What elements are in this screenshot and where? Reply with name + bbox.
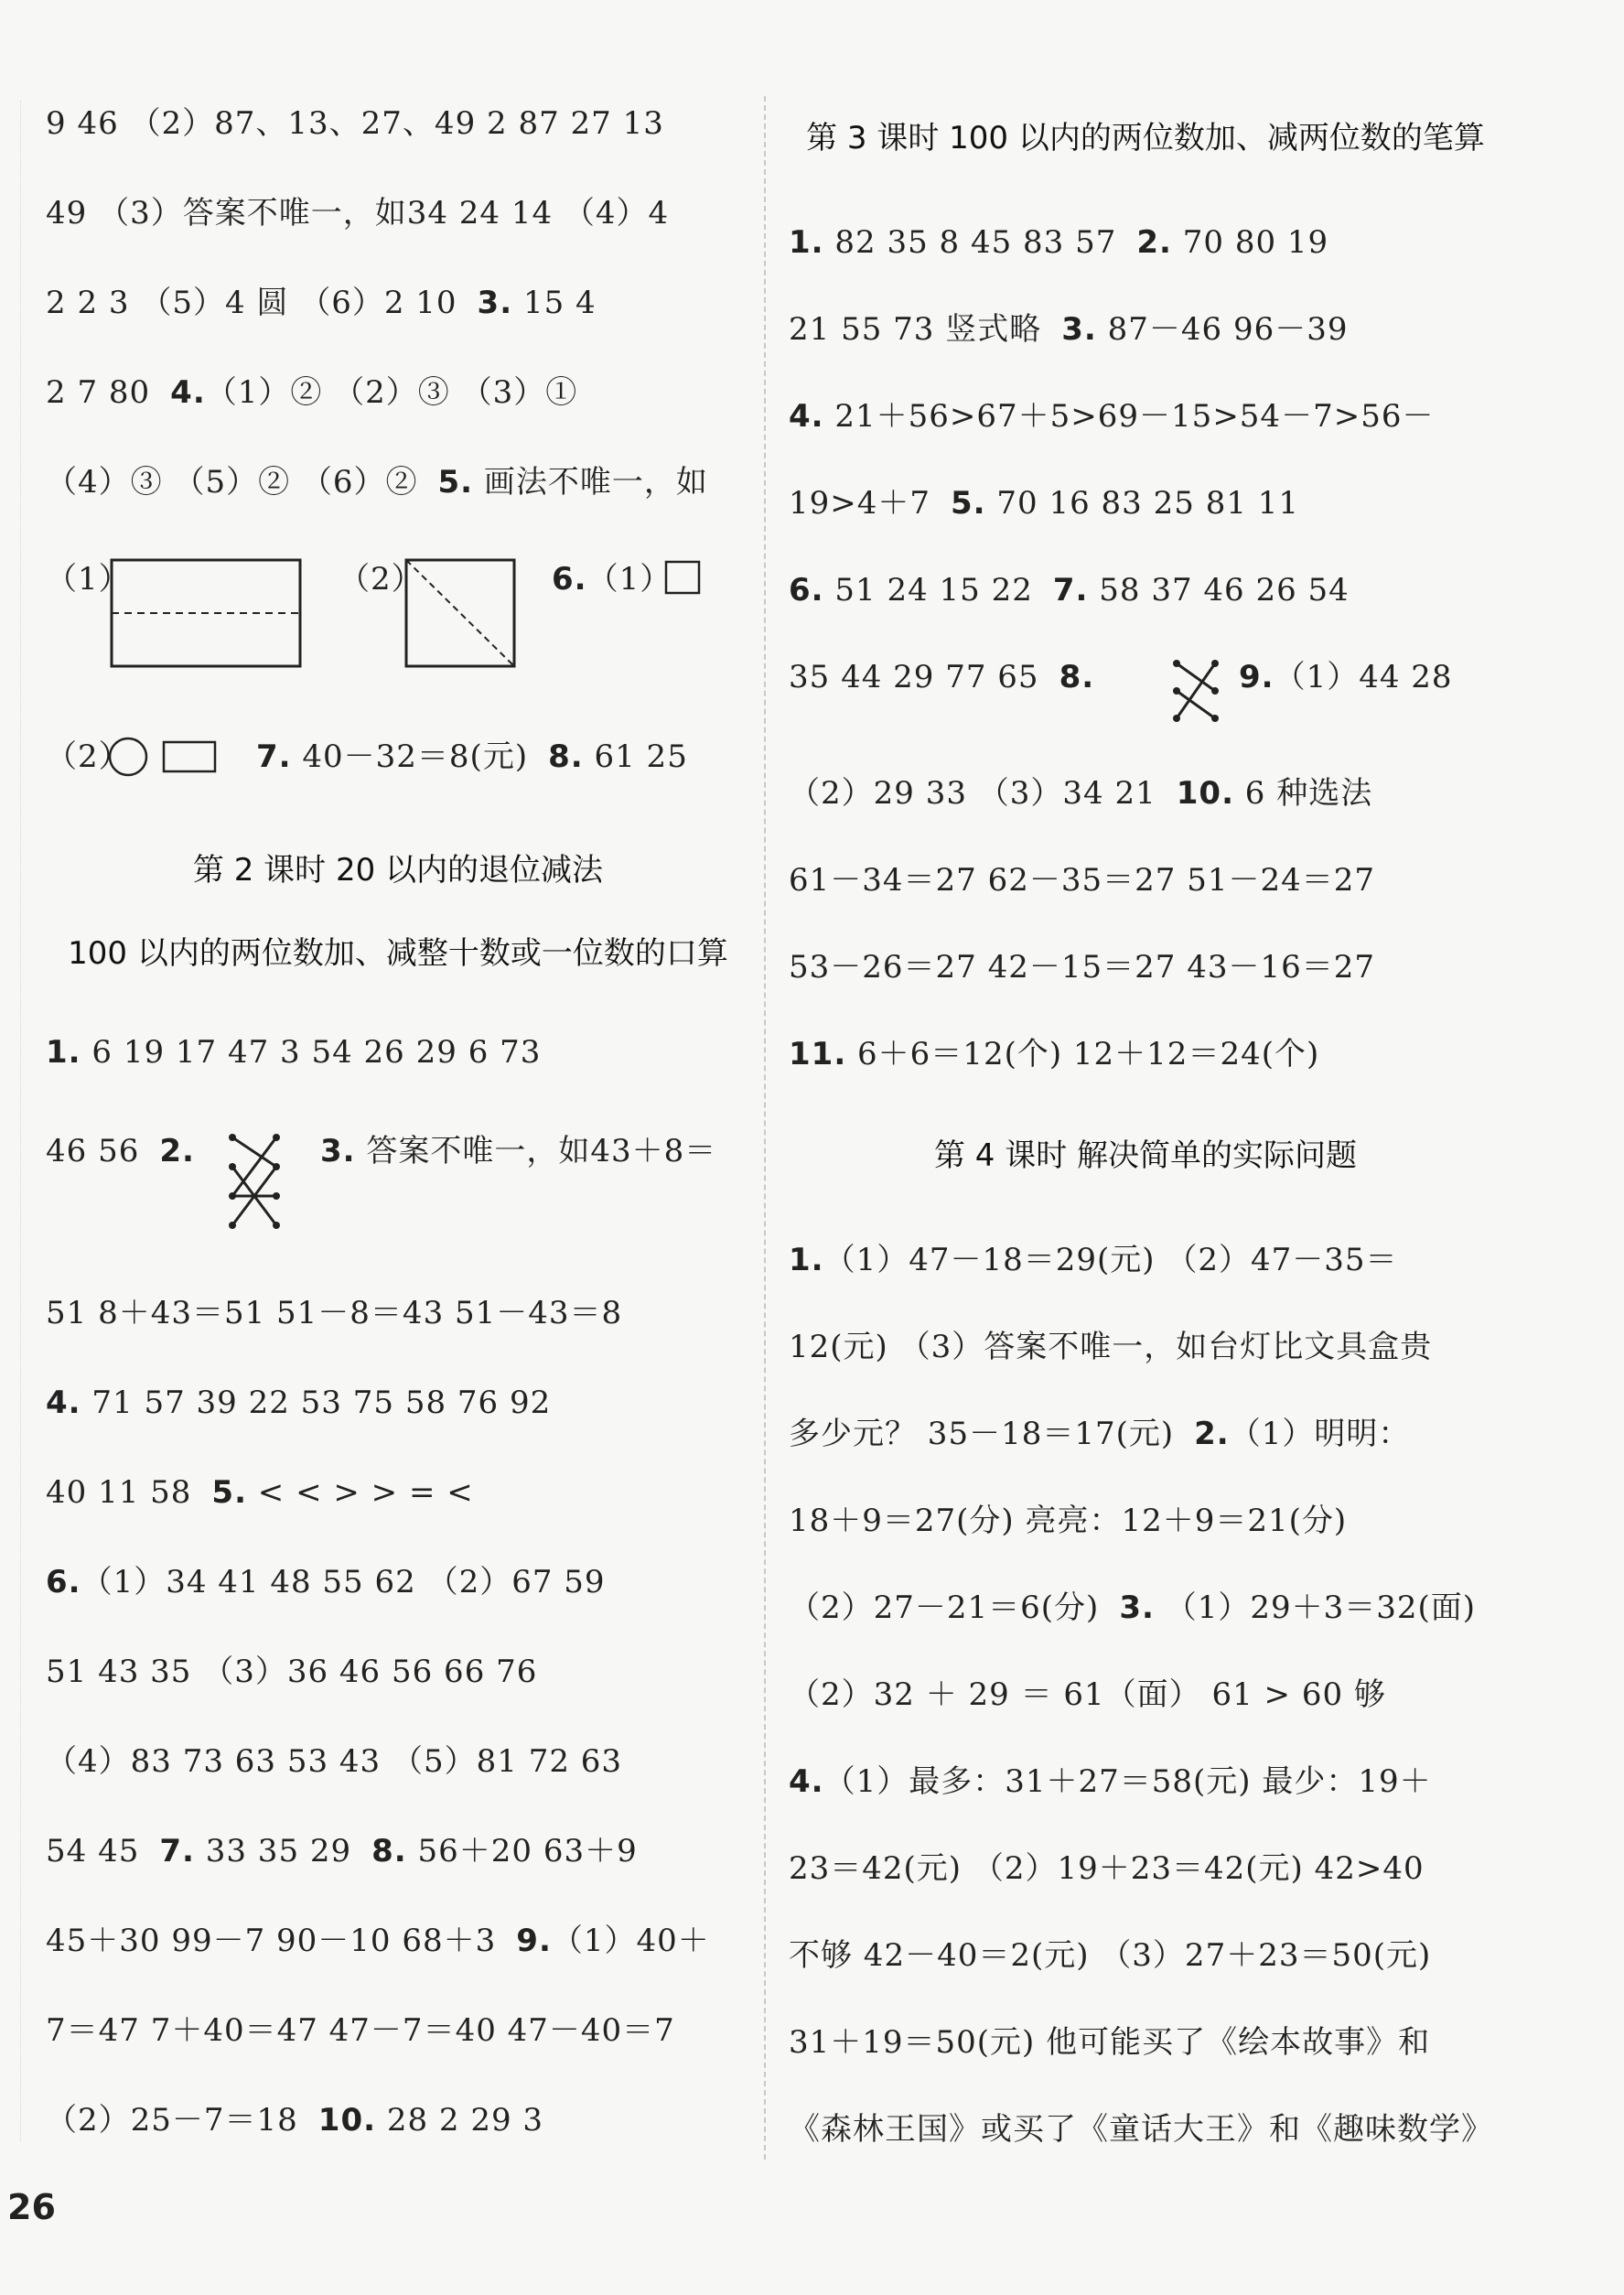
rectangle-shape-icon: [162, 740, 217, 777]
answer-line: 7＝47 7＋40＝47 47－7＝40 47－40＝7: [46, 2012, 675, 2049]
answer-line: 不够 42－40＝2(元) （3）27＋23＝50(元): [789, 1937, 1432, 1974]
section-heading: 第 3 课时 100 以内的两位数加、减两位数的笔算: [806, 120, 1485, 156]
answer-line: 4. 21＋56>67＋5>69－15>54－7>56－: [789, 398, 1435, 435]
margin-line: [20, 101, 21, 2141]
answer-line: （2）25－7＝18 10. 28 2 29 3: [46, 2102, 544, 2139]
answer-line: 2 2 3 （5）4 圆 （6）2 10 3. 15 4: [46, 285, 597, 321]
answer-line: 45＋30 99－7 90－10 68＋3 9.（1）40＋: [46, 1923, 710, 1959]
answer-line: 1.（1）47－18＝29(元) （2）47－35＝: [789, 1242, 1398, 1278]
page-number: 26: [7, 2187, 56, 2227]
answer-line: 23＝42(元) （2）19＋23＝42(元) 42>40: [789, 1850, 1425, 1887]
answer-line: 49 （3）答案不唯一，如34 24 14 （4）4: [46, 195, 670, 232]
section-heading: 100 以内的两位数加、减整十数或一位数的口算: [68, 935, 728, 972]
matching-lines-figure: [225, 1128, 289, 1242]
answer-line: （1）: [46, 561, 131, 598]
answer-line: 9.（1）44 28: [1239, 659, 1453, 695]
matching-lines-figure: [1169, 656, 1224, 729]
answer-line: 11. 6＋6＝12(个) 12＋12＝24(个): [789, 1036, 1320, 1072]
answer-line: 《森林王国》或买了《童话大王》和《趣味数学》: [789, 2111, 1493, 2148]
answer-line: 53－26＝27 42－15＝27 43－16＝27: [789, 949, 1375, 986]
answer-line: （4）③ （5）② （6）② 5. 画法不唯一，如: [46, 464, 708, 501]
answer-line: 21 55 73 竖式略 3. 87－46 96－39: [789, 311, 1349, 348]
answer-line: （2）27－21＝6(分) 3. （1）29＋3＝32(面): [789, 1589, 1477, 1626]
square-shape-icon: [664, 560, 701, 598]
answer-line: 6.（1）34 41 48 55 62 （2）67 59: [46, 1564, 606, 1600]
answer-line: 2 7 80 4.（1）② （2）③ （3）①: [46, 374, 578, 411]
answer-line: 18＋9＝27(分) 亮亮：12＋9＝21(分): [789, 1503, 1348, 1539]
answer-line: 46 56 2.: [46, 1133, 195, 1169]
answer-line: 12(元) （3）答案不唯一，如台灯比文具盒贵: [789, 1329, 1433, 1365]
answer-line: 1. 6 19 17 47 3 54 26 29 6 73: [46, 1034, 542, 1071]
answer-line: 7. 40－32＝8(元) 8. 61 25: [256, 738, 688, 775]
answer-line: 6.（1）: [552, 561, 672, 598]
answer-line: （4）83 73 63 53 43 （5）81 72 63: [46, 1743, 623, 1780]
answer-line: 51 8＋43＝51 51－8＝43 51－43＝8: [46, 1295, 623, 1331]
answer-line: 61－34＝27 62－35＝27 51－24＝27: [789, 862, 1375, 899]
section-heading: 第 4 课时 解决简单的实际问题: [933, 1137, 1358, 1174]
answer-line: 3. 答案不唯一，如43＋8＝: [320, 1133, 717, 1169]
answer-line: 31＋19＝50(元) 他可能买了《绘本故事》和: [789, 2024, 1431, 2061]
answer-line: （2）: [46, 738, 131, 775]
answer-line: 6. 51 24 15 22 7. 58 37 46 26 54: [789, 572, 1350, 609]
answer-line: 40 11 58 5. < < > > = <: [46, 1474, 474, 1511]
answer-line: （2）: [339, 561, 424, 598]
circle-shape-icon: [107, 736, 149, 781]
answer-line: （2）32 ＋ 29 ＝ 61（面） 61 > 60 够: [789, 1676, 1386, 1713]
square-diagonal-figure: [404, 558, 516, 672]
answer-line: 54 45 7. 33 35 29 8. 56＋20 63＋9: [46, 1833, 638, 1869]
column-divider: [764, 96, 766, 2160]
rectangle-half-figure: [110, 558, 302, 672]
answer-line: 4.（1）最多：31＋27＝58(元) 最少：19＋: [789, 1763, 1432, 1800]
section-heading: 第 2 课时 20 以内的退位减法: [192, 852, 604, 889]
answer-line: 1. 82 35 8 45 83 57 2. 70 80 19: [789, 224, 1329, 261]
answer-line: （2）29 33 （3）34 21 10. 6 种选法: [789, 775, 1373, 812]
answer-line: 4. 71 57 39 22 53 75 58 76 92: [46, 1385, 552, 1421]
answer-line: 35 44 29 77 65 8.: [789, 659, 1095, 695]
answer-line: 9 46 （2）87、13、27、49 2 87 27 13: [46, 105, 664, 142]
answer-line: 19>4＋7 5. 70 16 83 25 81 11: [789, 485, 1300, 522]
answer-line: 多少元？ 35－18＝17(元) 2.（1）明明：: [789, 1416, 1411, 1452]
answer-line: 51 43 35 （3）36 46 56 66 76: [46, 1654, 538, 1690]
